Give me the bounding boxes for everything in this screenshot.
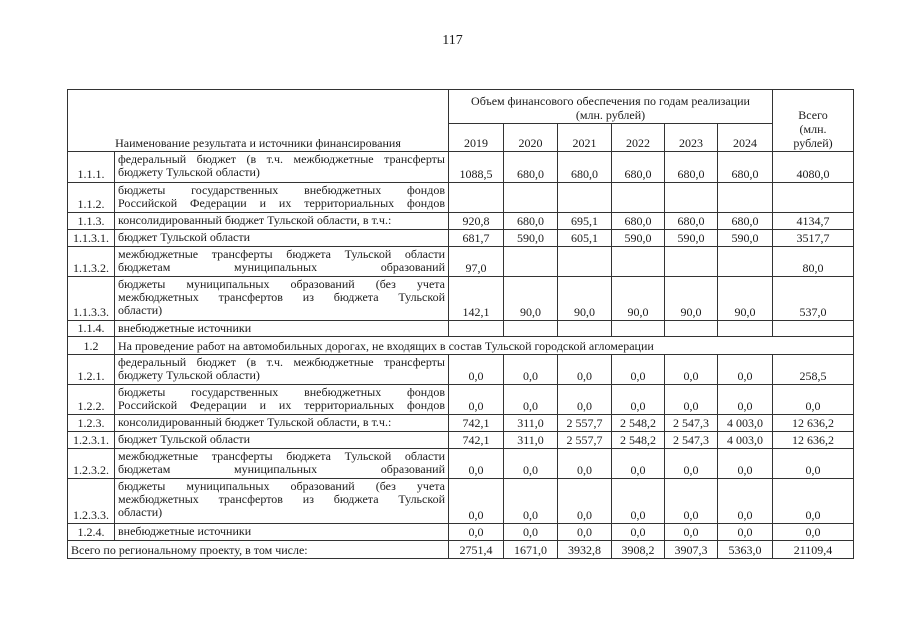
row-total: 80,0 [773, 247, 854, 277]
year-value: 0,0 [504, 449, 558, 479]
row-total: 12 636,2 [773, 432, 854, 449]
row-name-line: межбюджетные трансферты бюджета Тульской области [118, 247, 445, 261]
year-value: 0,0 [612, 524, 665, 541]
total-year-value: 3932,8 [558, 541, 612, 559]
year-value: 0,0 [449, 355, 504, 385]
year-value: 90,0 [558, 277, 612, 321]
year-value [612, 183, 665, 213]
row-name-line: внебюджетные источники [118, 524, 252, 538]
year-value: 920,8 [449, 213, 504, 230]
year-value: 742,1 [449, 432, 504, 449]
year-value: 90,0 [665, 277, 718, 321]
row-number: 1.1.1. [68, 152, 115, 183]
year-value [558, 183, 612, 213]
year-value: 0,0 [612, 479, 665, 524]
row-name [115, 449, 449, 479]
total-year-value: 2751,4 [449, 541, 504, 559]
year-value: 0,0 [665, 449, 718, 479]
year-value [718, 183, 773, 213]
header-total-line1: Всего [798, 108, 828, 122]
total-year-value: 3908,2 [612, 541, 665, 559]
row-name [115, 524, 449, 541]
year-value: 0,0 [612, 355, 665, 385]
row-name [115, 247, 449, 277]
year-value: 97,0 [449, 247, 504, 277]
section-title: На проведение работ на автомобильных дорогах, не входящих в состав Тульской городской агломерации [115, 337, 854, 355]
row-name-line: области) [118, 505, 163, 519]
year-value: 142,1 [449, 277, 504, 321]
year-value: 0,0 [612, 449, 665, 479]
year-value: 680,0 [718, 213, 773, 230]
row-name [115, 277, 449, 321]
year-value [558, 247, 612, 277]
year-value [504, 247, 558, 277]
row-number: 1.1.3.2. [68, 247, 115, 277]
year-value: 2 547,3 [665, 432, 718, 449]
year-value: 0,0 [718, 449, 773, 479]
table-row [68, 321, 854, 337]
header-total [773, 90, 854, 152]
year-value: 680,0 [665, 152, 718, 183]
year-value: 680,0 [504, 152, 558, 183]
year-value: 0,0 [665, 479, 718, 524]
year-value: 1088,5 [449, 152, 504, 183]
table-row [68, 479, 854, 524]
year-value: 0,0 [558, 355, 612, 385]
row-number: 1.1.4. [68, 321, 115, 337]
total-year-value: 1671,0 [504, 541, 558, 559]
header-name-column: Наименование результата и источники финансирования [68, 90, 449, 152]
row-name [115, 152, 449, 183]
row-number: 1.2.3.1. [68, 432, 115, 449]
year-value: 4 003,0 [718, 432, 773, 449]
year-value: 681,7 [449, 230, 504, 247]
table-row [68, 247, 854, 277]
table-row [68, 524, 854, 541]
year-value: 0,0 [558, 524, 612, 541]
header-year: 2019 [449, 124, 504, 152]
year-value: 680,0 [612, 213, 665, 230]
row-name-line: консолидированный бюджет Тульской области, в т.ч.: [118, 415, 392, 429]
row-name [115, 432, 449, 449]
year-value: 0,0 [449, 449, 504, 479]
year-value [665, 321, 718, 337]
table-row [68, 183, 854, 213]
year-value: 0,0 [665, 524, 718, 541]
year-value: 680,0 [558, 152, 612, 183]
header-volume [449, 90, 773, 124]
header-volume-line2: (млн. рублей) [575, 108, 646, 122]
table-row [68, 415, 854, 432]
year-value: 590,0 [612, 230, 665, 247]
row-name-line: межбюджетных трансфертов из бюджета Тульской [118, 290, 445, 304]
row-number: 1.1.2. [68, 183, 115, 213]
year-value: 590,0 [665, 230, 718, 247]
year-value: 680,0 [612, 152, 665, 183]
row-name-line: межбюджетные трансферты бюджета Тульской области [118, 449, 445, 463]
row-name [115, 415, 449, 432]
row-name-line: бюджет Тульской области [118, 230, 251, 244]
total-year-value: 3907,3 [665, 541, 718, 559]
grand-total: 21109,4 [773, 541, 854, 559]
row-total: 258,5 [773, 355, 854, 385]
row-total: 0,0 [773, 524, 854, 541]
year-value: 90,0 [612, 277, 665, 321]
row-name [115, 385, 449, 415]
year-value: 0,0 [718, 524, 773, 541]
row-name-line: бюджетам муниципальных образований [118, 260, 445, 274]
year-value: 311,0 [504, 415, 558, 432]
year-value: 0,0 [449, 385, 504, 415]
year-value: 2 547,3 [665, 415, 718, 432]
row-name-line: консолидированный бюджет Тульской области, в т.ч.: [118, 213, 392, 227]
table-row [68, 230, 854, 247]
row-name-line: бюджету Тульской области) [118, 165, 260, 179]
row-total: 0,0 [773, 449, 854, 479]
row-name-line: бюджеты государственных внебюджетных фондов [118, 183, 445, 197]
row-total: 4134,7 [773, 213, 854, 230]
row-total: 3517,7 [773, 230, 854, 247]
row-total: 537,0 [773, 277, 854, 321]
row-name [115, 230, 449, 247]
row-total [773, 183, 854, 213]
year-value: 2 548,2 [612, 432, 665, 449]
row-number: 1.2.3.3. [68, 479, 115, 524]
year-value [449, 321, 504, 337]
table-body [68, 152, 854, 559]
year-value [504, 321, 558, 337]
year-value: 605,1 [558, 230, 612, 247]
row-number: 1.2.4. [68, 524, 115, 541]
row-name-line: федеральный бюджет (в т.ч. межбюджетные трансферты [118, 152, 445, 166]
year-value [449, 183, 504, 213]
year-value [665, 183, 718, 213]
row-name [115, 321, 449, 337]
year-value: 0,0 [665, 385, 718, 415]
row-name [115, 183, 449, 213]
table-row [68, 337, 854, 355]
table-row [68, 385, 854, 415]
header-year: 2022 [612, 124, 665, 152]
header-year: 2021 [558, 124, 612, 152]
year-value: 0,0 [718, 385, 773, 415]
year-value: 4 003,0 [718, 415, 773, 432]
table-row [68, 277, 854, 321]
year-value: 0,0 [449, 524, 504, 541]
year-value: 311,0 [504, 432, 558, 449]
row-name [115, 479, 449, 524]
row-name [115, 213, 449, 230]
page-number: 117 [442, 33, 463, 48]
row-name-line: бюджеты муниципальных образований (без учета [118, 479, 445, 493]
row-number: 1.1.3. [68, 213, 115, 230]
row-name-line: области) [118, 303, 163, 317]
row-number: 1.1.3.3. [68, 277, 115, 321]
table-row [68, 213, 854, 230]
year-value: 680,0 [665, 213, 718, 230]
row-name-line: бюджеты муниципальных образований (без учета [118, 277, 445, 291]
year-value [612, 247, 665, 277]
year-value: 0,0 [558, 449, 612, 479]
header-year: 2024 [718, 124, 773, 152]
total-year-value: 5363,0 [718, 541, 773, 559]
year-value: 0,0 [665, 355, 718, 385]
table-row [68, 432, 854, 449]
row-total: 0,0 [773, 479, 854, 524]
row-number: 1.1.3.1. [68, 230, 115, 247]
row-number: 1.2.3.2. [68, 449, 115, 479]
table-row [68, 152, 854, 183]
row-name-line: бюджету Тульской области) [118, 368, 260, 382]
row-total [773, 321, 854, 337]
row-name-line: межбюджетных трансфертов из бюджета Тульской [118, 492, 445, 506]
year-value: 0,0 [718, 355, 773, 385]
year-value [665, 247, 718, 277]
year-value: 2 548,2 [612, 415, 665, 432]
header-year: 2020 [504, 124, 558, 152]
year-value: 0,0 [504, 479, 558, 524]
year-value: 90,0 [504, 277, 558, 321]
row-name-line: Российской Федерации и их территориальных фондов [118, 196, 445, 210]
row-number: 1.2.3. [68, 415, 115, 432]
row-total: 4080,0 [773, 152, 854, 183]
total-row [68, 541, 854, 559]
row-number: 1.2.2. [68, 385, 115, 415]
year-value: 0,0 [558, 479, 612, 524]
year-value: 2 557,7 [558, 415, 612, 432]
header-total-line2: (млн. [799, 122, 827, 136]
table-row [68, 449, 854, 479]
row-name-line: внебюджетные источники [118, 321, 252, 335]
year-value: 0,0 [718, 479, 773, 524]
row-total: 12 636,2 [773, 415, 854, 432]
row-name-line: Российской Федерации и их территориальных фондов [118, 398, 445, 412]
year-value: 680,0 [718, 152, 773, 183]
year-value [558, 321, 612, 337]
year-value [718, 321, 773, 337]
total-row-label: Всего по региональному проекту, в том числе: [68, 541, 449, 559]
year-value [718, 247, 773, 277]
year-value: 680,0 [504, 213, 558, 230]
year-value: 0,0 [504, 524, 558, 541]
row-total: 0,0 [773, 385, 854, 415]
year-value: 590,0 [718, 230, 773, 247]
header-year: 2023 [665, 124, 718, 152]
row-name-line: бюджеты государственных внебюджетных фондов [118, 385, 445, 399]
table-row [68, 355, 854, 385]
year-value: 0,0 [449, 479, 504, 524]
header-total-line3: рублей) [793, 136, 833, 150]
year-value: 0,0 [558, 385, 612, 415]
row-name-line: федеральный бюджет (в т.ч. межбюджетные трансферты [118, 355, 445, 369]
row-name-line: бюджетам муниципальных образований [118, 462, 445, 476]
year-value: 90,0 [718, 277, 773, 321]
row-name [115, 355, 449, 385]
year-value: 742,1 [449, 415, 504, 432]
year-value: 0,0 [504, 385, 558, 415]
year-value: 0,0 [612, 385, 665, 415]
row-number: 1.2.1. [68, 355, 115, 385]
row-name-line: бюджет Тульской области [118, 432, 251, 446]
financing-table [67, 89, 854, 559]
year-value: 590,0 [504, 230, 558, 247]
year-value: 695,1 [558, 213, 612, 230]
year-value: 0,0 [504, 355, 558, 385]
year-value [612, 321, 665, 337]
year-value [504, 183, 558, 213]
year-value: 2 557,7 [558, 432, 612, 449]
header-volume-line1: Объем финансового обеспечения по годам реализации [471, 94, 750, 108]
row-number: 1.2 [68, 337, 115, 355]
